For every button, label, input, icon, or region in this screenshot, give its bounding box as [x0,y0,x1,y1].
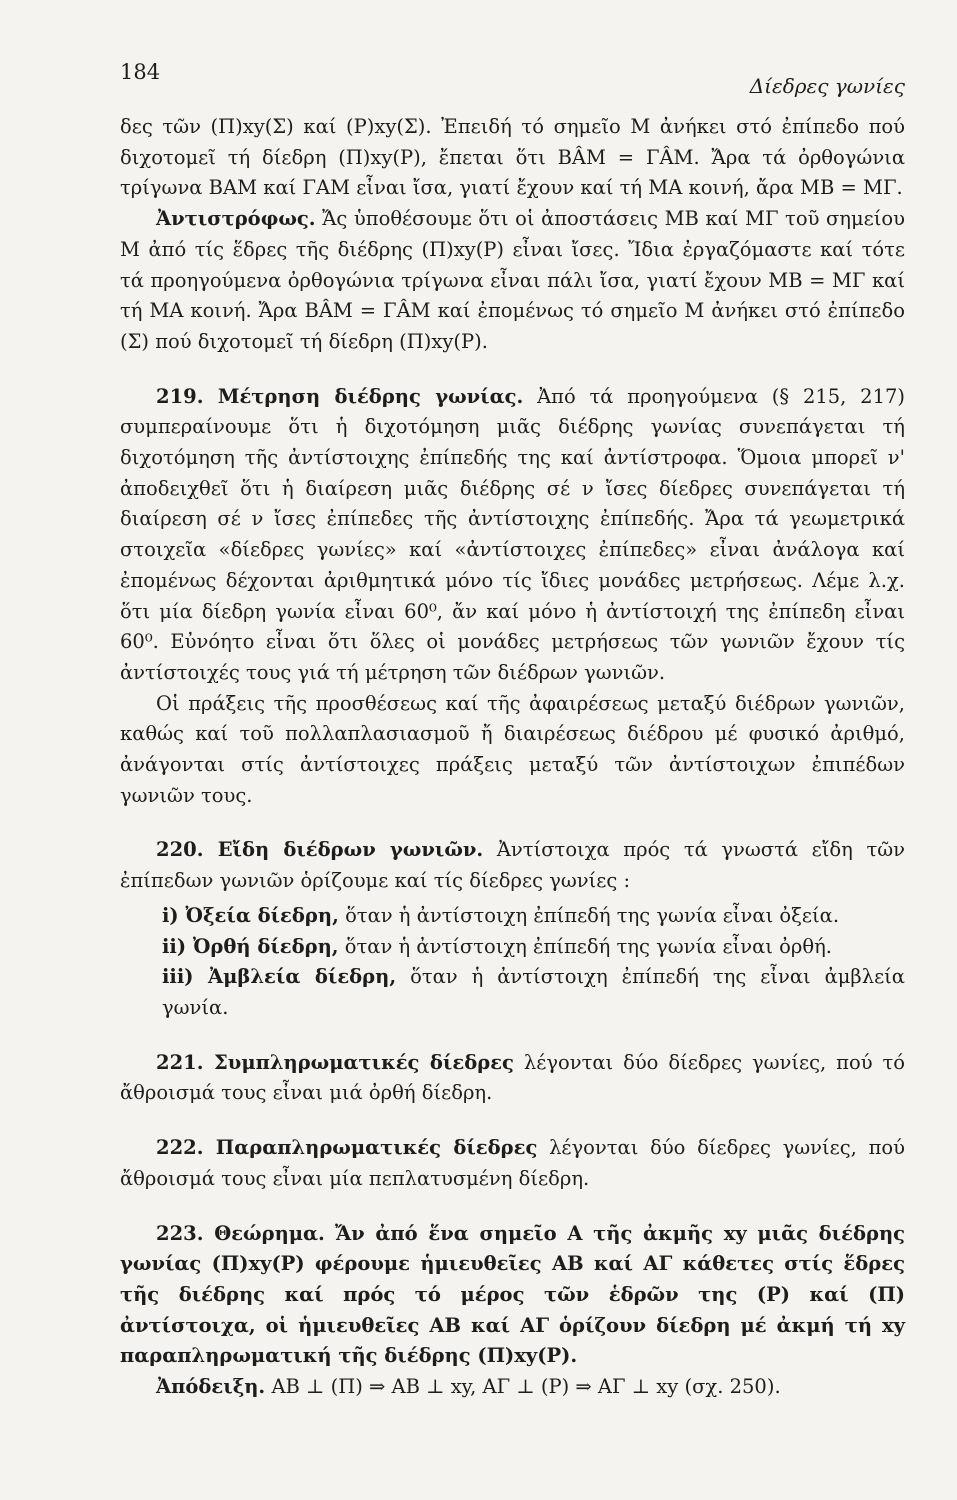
proof-text: AB ⊥ (Π) ⇒ AB ⊥ xy, AΓ ⊥ (P) ⇒ AΓ ⊥ xy (σχ. 250). [271,1375,781,1399]
list-item [120,932,905,963]
section-219 [120,382,905,689]
continued-paragraph: δες τῶν (Π)xy(Σ) καί (P)xy(Σ). Ἐπειδή τό σημεῖο M ἀνήκει στό ἐπίπεδο πού διχοτομεῖ τή δίεδρη (Π)xy(P), ἔπεται ὅτι BÂM = ΓÂM. Ἄρα τά ὀρθογώνια τρίγωνα BAM καί ΓAM εἶναι ἴσα, γιατί ἔχουν καί τή MA κοινή, ἄρα MB = MΓ. [120,115,905,200]
theorem-statement: Ἄν ἀπό ἕνα σημεῖο A τῆς ἀκμῆς xy μιᾶς διέδρης γωνίας (Π)xy(P) φέρουμε ἡμιευθεῖες AB καί AΓ κάθετες στίς ἕδρες τῆς διέδρης καί πρός τό μέρος τῶν ἑδρῶν της (P) καί (Π) ἀντίστοιχα, οἱ ἡμιευθεῖες AB καί AΓ ὁρίζουν δίεδρη μέ ἀκμή τή xy παραπληρωματική τῆς διέδρης (Π)xy(P). [120,1221,905,1368]
list-item-heading: iii) Ἀμβλεία δίεδρη, [162,965,397,989]
section-223 [120,1219,905,1373]
page-number: 184 [120,60,161,84]
section-222-text: λέγονται δύο δίεδρες γωνίες, πού ἄθροισμά τους εἶναι μία πεπλατυσμένη δίεδρη. [120,1136,905,1190]
running-title: Δίεδρες γωνίες [749,74,905,98]
section-219-continued: Οἱ πράξεις τῆς προσθέσεως καί τῆς ἀφαιρέσεως μεταξύ διέδρων γωνιῶν, καθώς καί τοῦ πολλαπλασιασμοῦ ἤ διαιρέσεως διέδρου μέ φυσικό ἀριθμό, ἀνάγονται στίς ἀντίστοιχες πράξεις μεταξύ τῶν ἀντίστοιχων ἐπιπέδων γωνιῶν τους. [120,691,905,807]
proof-paragraph [120,1372,905,1403]
page-body [120,112,905,1403]
list-item-heading: i) Ὀξεία δίεδρη, [162,903,339,927]
list-item-text: ὅταν ἡ ἀντίστοιχη ἐπίπεδή της εἶναι ἀμβλεία γωνία. [162,965,905,1019]
converse-paragraph [120,204,905,358]
section-219-heading: 219. Μέτρηση διέδρης γωνίας. [156,384,524,408]
section-223-heading: 223. Θεώρημα. [156,1221,325,1245]
converse-text: Ἄς ὑποθέσουμε ὅτι οἱ ἀποστάσεις MB καί MΓ τοῦ σημείου M ἀπό τίς ἕδρες τῆς διέδρης (Π)xy(P) εἶναι ἴσες. Ἴδια ἐργαζόμαστε καί τότε τά προηγούμενα ὀρθογώνια τρίγωνα εἶναι πάλι ἴσα, γιατί ἔχουν MB = MΓ καί τή MA κοινή. Ἄρα BÂM = ΓÂM καί ἐπομένως τό σημεῖο M ἀνήκει στό ἐπίπεδο (Σ) πού διχοτομεῖ τή δίεδρη (Π)xy(P). [120,207,905,353]
page-header [120,52,905,96]
dihedral-types-list [120,901,905,1024]
section-222-heading: 222. Παραπληρωματικές δίεδρες [156,1136,538,1160]
list-item-text: ὅταν ἡ ἀντίστοιχη ἐπίπεδή της γωνία εἶναι ὀξεία. [345,903,840,927]
proof-heading: Ἀπόδειξη. [156,1375,266,1399]
section-222 [120,1133,905,1194]
section-220-heading: 220. Εἴδη διέδρων γωνιῶν. [156,838,484,862]
section-220-text: Ἀντίστοιχα πρός τά γνωστά εἴδη τῶν ἐπίπεδων γωνιῶν ὁρίζουμε καί τίς δίεδρες γωνίες : [120,838,905,893]
section-221-heading: 221. Συμπληρωματικές δίεδρες [156,1050,514,1074]
converse-heading: Ἀντιστρόφως. [156,207,316,231]
list-item-text: ὅταν ἡ ἀντίστοιχη ἐπίπεδή της γωνία εἶναι ὀρθή. [344,934,832,958]
section-219-text: Ἀπό τά προηγούμενα (§ 215, 217) συμπεραίνουμε ὅτι ἡ διχοτόμηση μιᾶς διέδρης γωνίας συνεπάγεται τή διχοτόμηση τῆς ἀντίστοιχης ἐπίπεδής της καί ἀντίστροφα. Ὅμοια μπορεῖ ν' ἀποδειχθεῖ ὅτι ἡ διαίρεση μιᾶς διέδρης σέ ν ἴσες δίεδρες συνεπάγεται τή διαίρεση σέ ν ἴσες ἐπίπεδες τῆς ἀντίστοιχης ἐπίπεδής. Ἄρα τά γεωμετρικά στοιχεῖα «δίεδρες γωνίες» καί «ἀντίστοιχες ἐπίπεδες» εἶναι ἀνάλογα καί ἐπομένως δέχονται ἀριθμητικά μόνο τίς ἴδιες μονάδες μετρήσεως. Λέμε λ.χ. ὅτι μία δίεδρη γωνία εἶναι 60⁰, ἄν καί μόνο ἡ ἀντίστοιχή της ἐπίπεδη εἶναι 60⁰. Εὐνόητο εἶναι ὅτι ὅλες οἱ μονάδες μετρήσεως τῶν γωνιῶν ἔχουν τίς ἀντίστοιχές τους γιά τή μέτρηση τῶν διέδρων γωνιῶν. [120,384,905,684]
list-item [120,901,905,932]
section-220 [120,835,905,896]
section-221-text: λέγονται δύο δίεδρες γωνίες, πού τό ἄθροισμά τους εἶναι μιά ὀρθή δίεδρη. [120,1050,906,1105]
section-221 [120,1048,905,1109]
list-item-heading: ii) Ὀρθή δίεδρη, [162,934,339,958]
list-item [120,962,905,1023]
